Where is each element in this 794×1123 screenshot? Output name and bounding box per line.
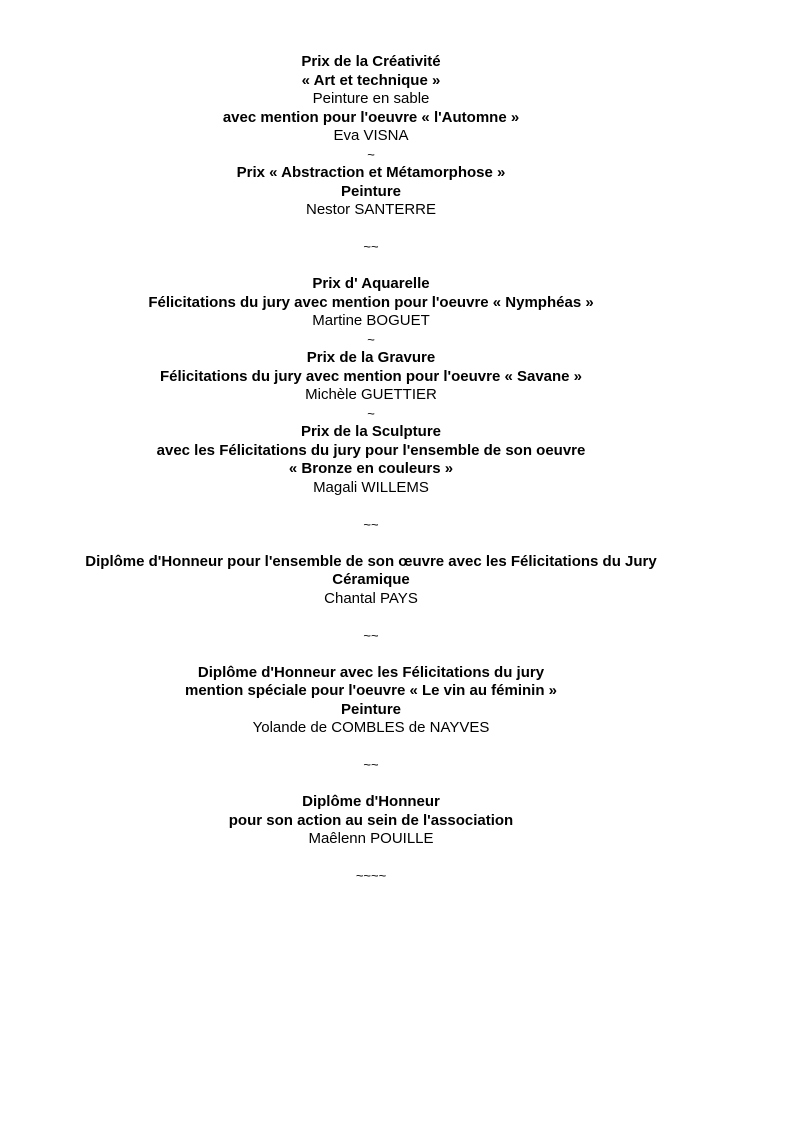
- tilde-separator: ~~~~: [355, 868, 387, 883]
- award-title-line: avec les Félicitations du jury pour l'ensemble de son oeuvre: [156, 441, 586, 459]
- award-entry: [0, 793, 742, 849]
- award-title-line: Prix de la Sculpture: [300, 423, 442, 440]
- award-title-line: Prix de la Créativité: [301, 53, 441, 70]
- award-title-line: mention spéciale pour l'oeuvre « Le vin au féminin »: [185, 682, 557, 699]
- spacer: [0, 608, 742, 627]
- awards-document: [0, 53, 742, 886]
- tilde-separator: ~~: [363, 627, 379, 643]
- tilde-separator: ~: [367, 146, 375, 162]
- award-title-line: Prix « Abstraction et Métamorphose »: [236, 164, 506, 181]
- award-title-line: Peinture: [340, 182, 401, 200]
- award-entry: [0, 664, 742, 738]
- laureate-name: Nestor SANTERRE: [305, 201, 437, 218]
- award-entry: [0, 164, 742, 220]
- award-title-line: pour son action au sein de l'association: [228, 811, 514, 829]
- tilde-separator: ~: [367, 331, 375, 347]
- tilde-separator: ~~: [363, 516, 379, 532]
- award-title-line: Céramique: [332, 571, 410, 588]
- spacer: [0, 849, 742, 868]
- award-title-line: « Art et technique »: [301, 71, 441, 89]
- award-entry: [0, 349, 742, 405]
- laureate-name: Yolande de COMBLES de NAYVES: [252, 719, 490, 736]
- laureate-name: Chantal PAYS: [324, 589, 418, 607]
- spacer: [0, 534, 742, 553]
- award-title-line: Prix de la Gravure: [306, 349, 436, 366]
- laureate-name: Martine BOGUET: [312, 312, 430, 329]
- spacer: [0, 645, 742, 664]
- award-title-line: Diplôme d'Honneur: [302, 793, 440, 810]
- award-title-line: Diplôme d'Honneur pour l'ensemble de son œuvre avec les Félicitations du Jury: [85, 552, 657, 570]
- laureate-name: Eva VISNA: [333, 127, 409, 144]
- award-entry: [0, 275, 742, 331]
- award-title-line: Diplôme d'Honneur avec les Félicitations du jury: [197, 663, 545, 681]
- spacer: [0, 775, 742, 794]
- award-title-line: « Bronze en couleurs »: [288, 460, 454, 477]
- laureate-name: Magali WILLEMS: [313, 478, 429, 496]
- award-title-line: Peinture: [340, 700, 401, 718]
- award-entry: [0, 553, 742, 609]
- laureate-name: Maêlenn POUILLE: [308, 830, 434, 847]
- laureate-name: Michèle GUETTIER: [305, 386, 437, 403]
- laureate-name: Peinture en sable: [312, 90, 430, 107]
- award-title-line: avec mention pour l'oeuvre « l'Automne »: [222, 108, 520, 126]
- award-entry: [0, 423, 742, 497]
- spacer: [0, 257, 742, 276]
- award-title-line: Félicitations du jury avec mention pour l'oeuvre « Nymphéas »: [148, 293, 594, 311]
- spacer: [0, 738, 742, 757]
- award-entry: [0, 53, 742, 146]
- award-title-line: Félicitations du jury avec mention pour l'oeuvre « Savane »: [159, 367, 583, 385]
- tilde-separator: ~~: [363, 757, 379, 772]
- spacer: [0, 497, 742, 516]
- award-title-line: Prix d' Aquarelle: [312, 275, 430, 292]
- tilde-separator: ~: [367, 405, 375, 421]
- tilde-separator: ~~: [363, 239, 379, 254]
- spacer: [0, 220, 742, 239]
